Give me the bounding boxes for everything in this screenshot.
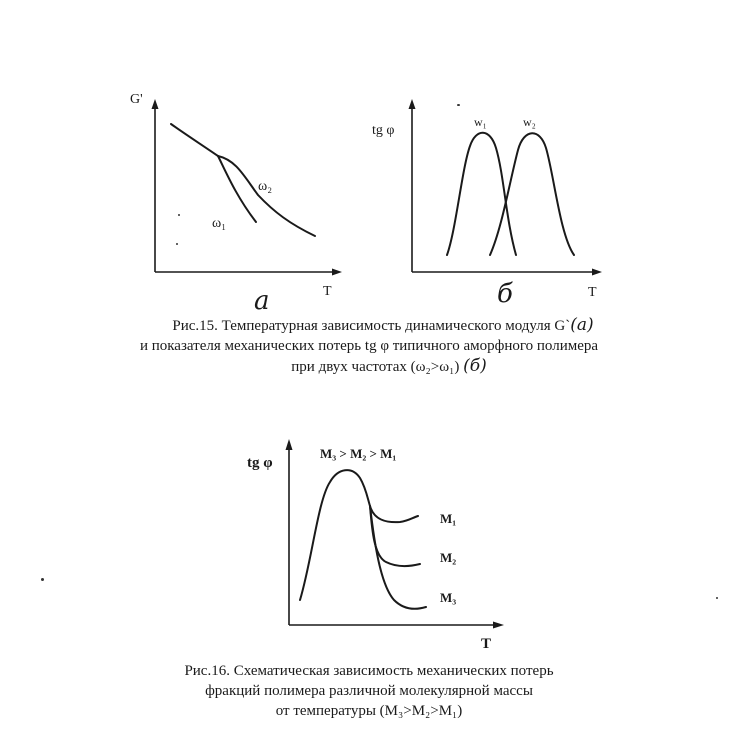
fig16-M3-label: M₃ [440,590,457,605]
fig15-panel-a [130,92,342,316]
fig15a-panel-mark: a [254,286,270,316]
fig15-caption-line1 [0,315,738,336]
fig16-curve-common [300,470,370,600]
scan-speck [716,597,718,599]
fig15-caption-hand-a: (а) [570,315,594,335]
fig16-caption-line2: фракций полимера различной молекулярной массы [205,683,533,699]
fig15a-y-arrow-icon [152,99,159,109]
fig15-caption-line2: и показателя механических потерь tg φ типичного аморфного полимера [139,338,599,354]
fig15b-peak-w1 [447,133,516,255]
fig15b-y-label: tg φ [372,123,395,138]
fig15a-curve-common [171,124,218,156]
fig15b-w1-label: w₁ [474,115,487,129]
fig15-caption-line1-text: Рис.15. Температурная зависимость динамического модуля G` [172,318,571,334]
fig16-order-label: M₃ > M₂ > M₁ [320,446,397,461]
fig15a-x-label: T [323,284,332,299]
fig15b-w2-label: w₂ [523,115,536,129]
fig15-caption-line3 [0,356,738,377]
fig15a-curve-omega2 [218,156,315,236]
fig16-M2-label: M₂ [440,550,457,565]
fig15a-omega2-label: ω₂ [258,179,273,194]
fig15-panel-b [372,99,602,309]
scan-speck [178,214,180,216]
fig16-caption-line1: Рис.16. Схематическая зависимость механических потерь [184,663,554,679]
fig15b-x-arrow-icon [592,269,602,276]
fig15b-x-label: T [588,285,597,300]
fig16-x-arrow-icon [493,622,504,629]
fig15a-x-arrow-icon [332,269,342,276]
fig15b-peak-w2 [490,133,574,255]
fig16-x-label: T [481,636,492,652]
fig16-y-label: tg φ [247,455,273,471]
fig16-chart [247,439,504,652]
fig16-caption [0,661,738,721]
fig16-curve-M1 [370,506,418,522]
fig16-caption-line3: от температуры (M₃>M₂>M₁) [275,703,463,719]
fig16-y-arrow-icon [286,439,293,450]
fig15-caption-line3-text: при двух частотах (ω₂>ω₁) [291,359,460,375]
fig15a-y-label: G' [130,92,143,107]
scan-speck [176,243,178,245]
fig15b-y-arrow-icon [409,99,416,109]
scan-speck [457,104,460,106]
fig15-caption [0,315,738,377]
fig15a-omega1-label: ω₁ [212,216,227,231]
fig15-caption-hand-b: (б) [463,356,487,376]
scan-speck [41,578,44,581]
fig15b-panel-mark: б [497,279,513,309]
fig16-M1-label: M₁ [440,511,457,526]
